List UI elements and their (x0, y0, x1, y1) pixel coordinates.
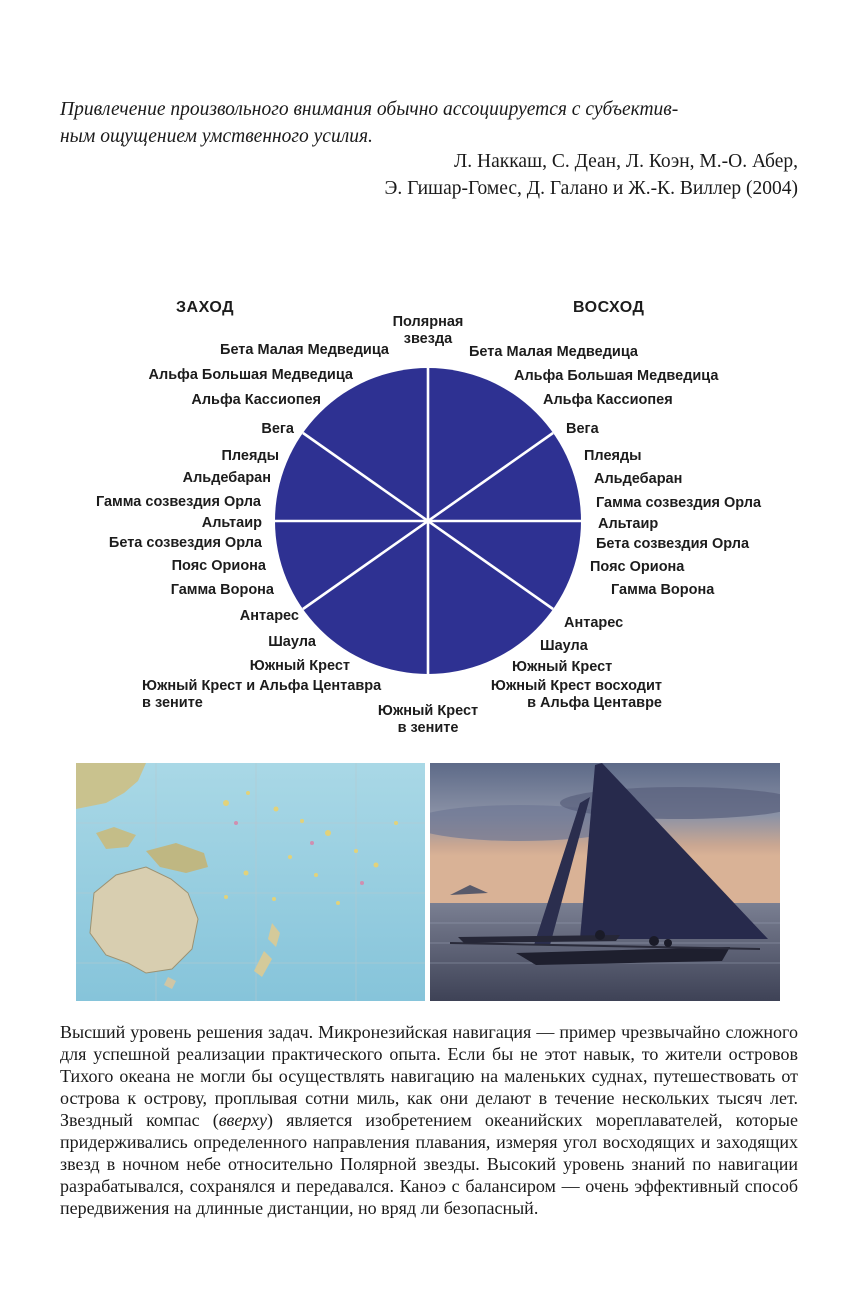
east-star-label: Пояс Ориона (590, 559, 685, 575)
west-star-label: Гамма Ворона (170, 582, 274, 598)
epigraph-line-1: Привлечение произвольного внимания обычно ассоциируется с субъектив- (60, 99, 679, 120)
outrigger-canoe-photo (430, 763, 780, 1001)
heading-east: ВОСХОД (573, 299, 645, 316)
east-star-label: Антарес (564, 615, 624, 631)
label-polaris: Полярная звезда (392, 314, 464, 347)
attribution-line-1: Л. Наккаш, С. Деан, Л. Коэн, М.-О. Абер, (454, 151, 798, 172)
west-star-label: Плеяды (221, 448, 279, 464)
east-star-label: Плеяды (584, 448, 642, 464)
west-star-label: Альфа Большая Медведица (148, 367, 353, 383)
west-star-label: Гамма созвездия Орла (95, 494, 261, 510)
west-star-label: Альфа Кассиопея (191, 392, 321, 408)
pacific-map-image (76, 763, 425, 1001)
east-star-label: Альтаир (598, 516, 659, 532)
west-star-label: Бета созвездия Орла (108, 535, 262, 551)
attribution-line-2: Э. Гишар-Гомес, Д. Галано и Ж.-К. Виллер (2004) (384, 178, 798, 199)
east-star-label: Бета Малая Медведица (469, 344, 638, 360)
epigraph-attribution (60, 148, 798, 202)
map-illustration (76, 763, 425, 1001)
west-star-label: Альдебаран (182, 470, 271, 486)
figure-caption (60, 1021, 798, 1219)
caption-text-part-2: ) является изобретением океанийских мореплавателей, которые придерживались определенного направления плавания, измеряя угол восходящих и заходящих звезд в ночном небе относительно Полярной звезды. Высокий уровень знаний по навигации разрабатывался, сохранялся и передавался. Каноэ с балансиром — очень эффективный способ передвижения на длинные дистанции, но вряд ли безопасный. (60, 1110, 798, 1218)
east-star-label: Вега (566, 421, 599, 437)
east-star-label: Гамма Ворона (611, 582, 715, 598)
east-star-label: Альдебаран (594, 471, 683, 487)
west-star-label: Пояс Ориона (171, 558, 266, 574)
east-star-label: Гамма созвездия Орла (596, 495, 762, 511)
west-star-label: Бета Малая Медведица (220, 342, 389, 358)
east-star-label: Альфа Кассиопея (543, 392, 673, 408)
east-star-label-last: Южный Крест восходит в Альфа Центавре (490, 678, 662, 711)
west-star-label: Антарес (239, 608, 299, 624)
west-star-label: Альтаир (201, 515, 262, 531)
label-southern-cross-zenith: Южный Крест в зените (377, 703, 479, 736)
west-star-label: Шаула (268, 634, 316, 650)
west-star-label: Вега (261, 421, 294, 437)
west-star-label: Южный Крест (249, 658, 350, 674)
epigraph-line-2: ным ощущением умственного усилия. (60, 126, 373, 147)
caption-italic-word: вверху (218, 1110, 267, 1130)
epigraph (60, 96, 798, 150)
east-star-label: Южный Крест (512, 659, 613, 675)
canoe-illustration (430, 763, 780, 1001)
heading-west: ЗАХОД (176, 299, 234, 316)
west-star-label-last: Южный Крест и Альфа Центавра в зените (142, 678, 382, 711)
east-star-label: Шаула (540, 638, 588, 654)
compass-wheel (0, 290, 856, 750)
east-star-label: Альфа Большая Медведица (514, 368, 719, 384)
caption-text-part-1: Высший уровень решения задач. Микронезийская навигация — пример чрезвычайно сложного для успешной реализации практического опыта. Если бы не этот навык, то жители островов Тихого океана не могли бы осуществлять навигацию на маленьких суднах, путешествовать от острова к острову, проплывая сотни миль, как они делают в течение нескольких тысяч лет. Звездный компас ( (60, 1022, 798, 1130)
star-compass-diagram (0, 290, 856, 750)
east-star-label: Бета созвездия Орла (596, 536, 750, 552)
